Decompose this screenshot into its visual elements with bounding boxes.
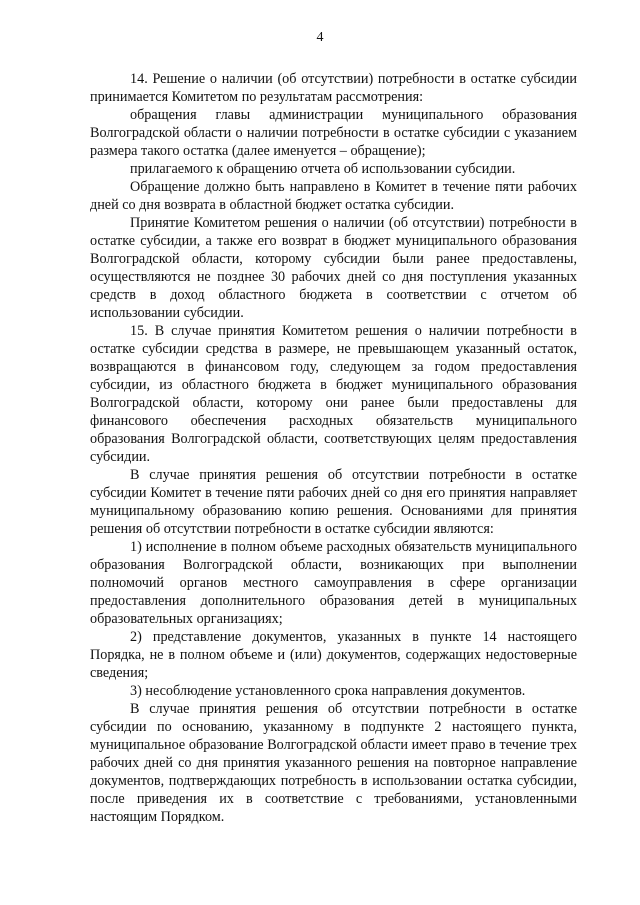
document-body: [90, 70, 577, 826]
paragraph-resubmission: В случае принятия решения об отсутствии потребности в остатке субсидии по основанию, указанному в подпункте 2 настоящего пункта, муниципальное образование Волгоградской области имеет право в течение трех рабочих дней со дня принятия указанного решения на повторное направление документов, подтверждающих потребность в использовании остатка субсидии, после приведения их в соответствие с требованиями, установленными настоящим Порядком.: [90, 701, 577, 825]
paragraph-15: 15. В случае принятия Комитетом решения о наличии потребности в остатке субсидии средства в размере, не превышающем указанный остаток, возвращаются в финансовом году, следующем за годом предоставления субсидии, из областного бюджета в бюджет муниципального образования Волгоградской области, которому они ранее были предоставлены для финансового обеспечения расходных обязательств муниципального образования Волгоградской области, соответствующих целям предоставления субсидии.: [90, 323, 577, 465]
paragraph-report: прилагаемого к обращению отчета об использовании субсидии.: [130, 161, 516, 177]
paragraph-refusal-grounds: В случае принятия решения об отсутствии потребности в остатке субсидии Комитет в течение пяти рабочих дней со дня его принятия направляет муниципальному образованию копию решения. Основаниями для принятия решения об отсутствии потребности в остатке субсидии являются:: [90, 467, 577, 537]
paragraph-decision-deadline: Принятие Комитетом решения о наличии (об отсутствии) потребности в остатке субсидии, а также его возврат в бюджет муниципального образования Волгоградской области, которому субсидии были ранее предоставлены, осуществляются не позднее 30 рабочих дней со дня поступления указанных средств в доход областного бюджета в соответствии с отчетом об использовании субсидии.: [90, 215, 577, 321]
list-item-2: 2) представление документов, указанных в пункте 14 настоящего Порядка, не в полном объеме и (или) документов, содержащих недостоверные сведения;: [90, 629, 577, 681]
list-item-1: 1) исполнение в полном объеме расходных обязательств муниципального образования Волгоградской области, возникающих при выполнении полномочий органов местного самоуправления в сфере организации предоставления дополнительного образования детей в муниципальных образовательных организациях;: [90, 539, 577, 627]
paragraph-14-intro: 14. Решение о наличии (об отсутствии) потребности в остатке субсидии принимается Комитетом по результатам рассмотрения:: [90, 71, 577, 105]
paragraph-request: обращения главы администрации муниципального образования Волгоградской области о наличии потребности в остатке субсидии с указанием размера такого остатка (далее именуется – обращение);: [90, 107, 577, 159]
list-item-3: 3) несоблюдение установленного срока направления документов.: [130, 683, 526, 699]
paragraph-request-deadline: Обращение должно быть направлено в Комитет в течение пяти рабочих дней со дня возврата в областной бюджет остатка субсидии.: [90, 179, 577, 213]
page-number: 4: [316, 30, 324, 45]
